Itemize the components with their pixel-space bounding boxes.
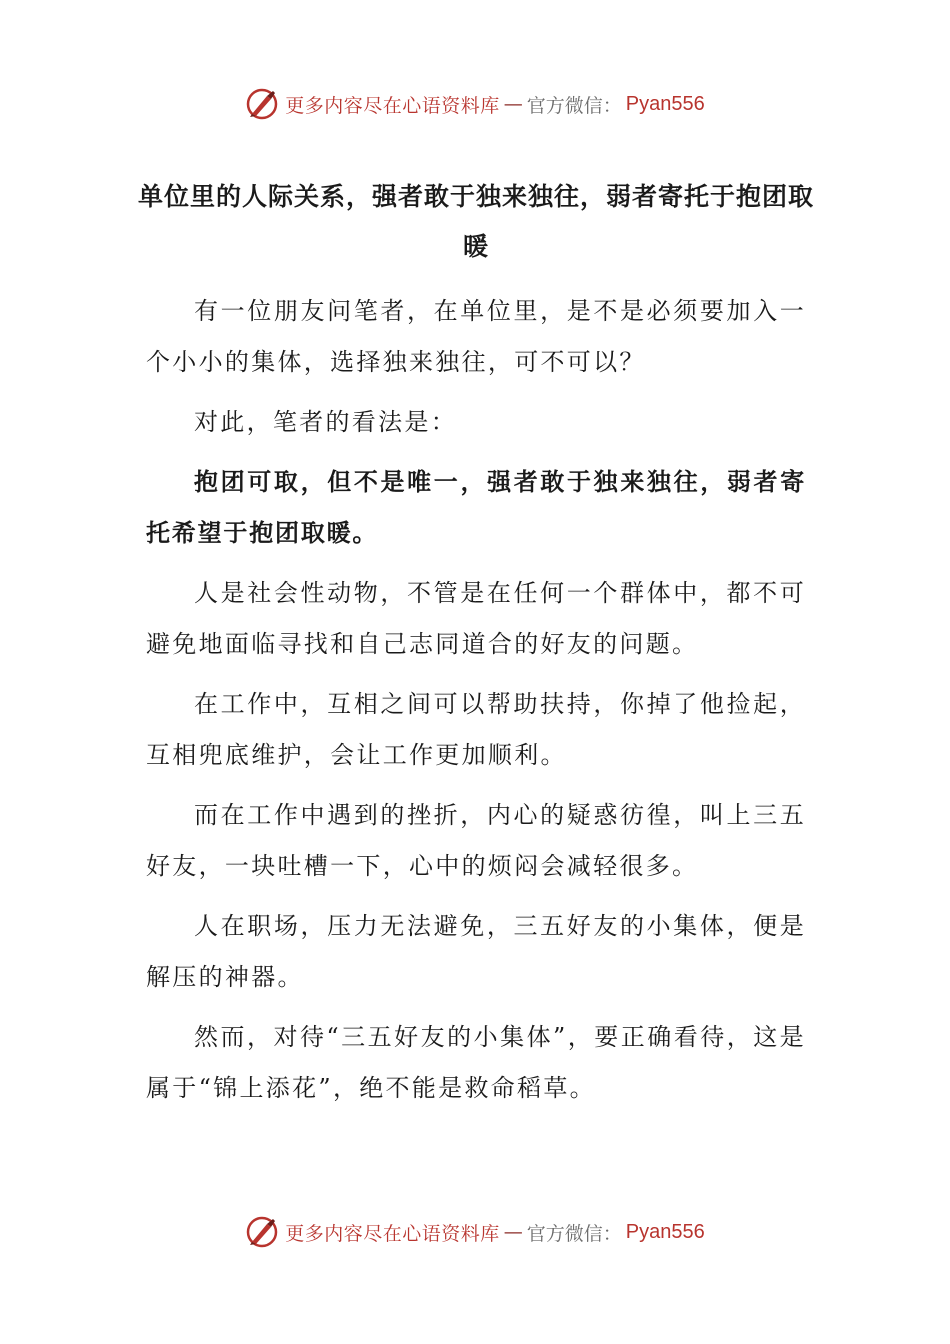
separator-dash: — — [503, 1221, 523, 1243]
article-paragraph-8: 然而，对待“三五好友的小集体”，要正确看待，这是属于“锦上添花”，绝不能是救命稻草。 — [146, 1023, 806, 1102]
wechat-label: 官方微信： — [526, 1222, 622, 1245]
header-banner — [0, 84, 950, 124]
wechat-id: Pyan556 — [625, 1220, 705, 1243]
site-name-text: 更多内容尽在心语资料库 — [285, 1222, 500, 1245]
wechat-label: 官方微信： — [526, 94, 622, 117]
article-paragraph-2: 对此，笔者的看法是： — [194, 408, 457, 436]
article-paragraph-5: 在工作中，互相之间可以帮助扶持，你掉了他捡起，互相兜底维护，会让工作更加顺利。 — [146, 690, 806, 769]
article-paragraph-3-bold: 抱团可取，但不是唯一，强者敢于独来独往，弱者寄托希望于抱团取暖。 — [146, 468, 806, 547]
article-paragraph-4: 人是社会性动物，不管是在任何一个群体中，都不可避免地面临寻找和自己志同道合的好友的问题。 — [146, 579, 806, 658]
quill-pen-logo-icon — [245, 1215, 279, 1249]
article-paragraph-1: 有一位朋友问笔者，在单位里，是不是必须要加入一个小小的集体，选择独来独往，可不可以？ — [146, 297, 806, 376]
article — [137, 172, 814, 1123]
article-paragraph-7: 人在职场，压力无法避免，三五好友的小集体，便是解压的神器。 — [146, 912, 806, 991]
article-title: 单位里的人际关系，强者敢于独来独往，弱者寄托于抱团取暖 — [137, 182, 814, 261]
footer-banner — [0, 1212, 950, 1252]
site-name-text: 更多内容尽在心语资料库 — [285, 94, 500, 117]
wechat-id: Pyan556 — [625, 92, 705, 115]
quill-pen-logo-icon — [245, 87, 279, 121]
article-paragraph-6: 而在工作中遇到的挫折，内心的疑惑彷徨，叫上三五好友，一块吐槽一下，心中的烦闷会减轻很多。 — [146, 801, 806, 880]
separator-dash: — — [503, 93, 523, 115]
